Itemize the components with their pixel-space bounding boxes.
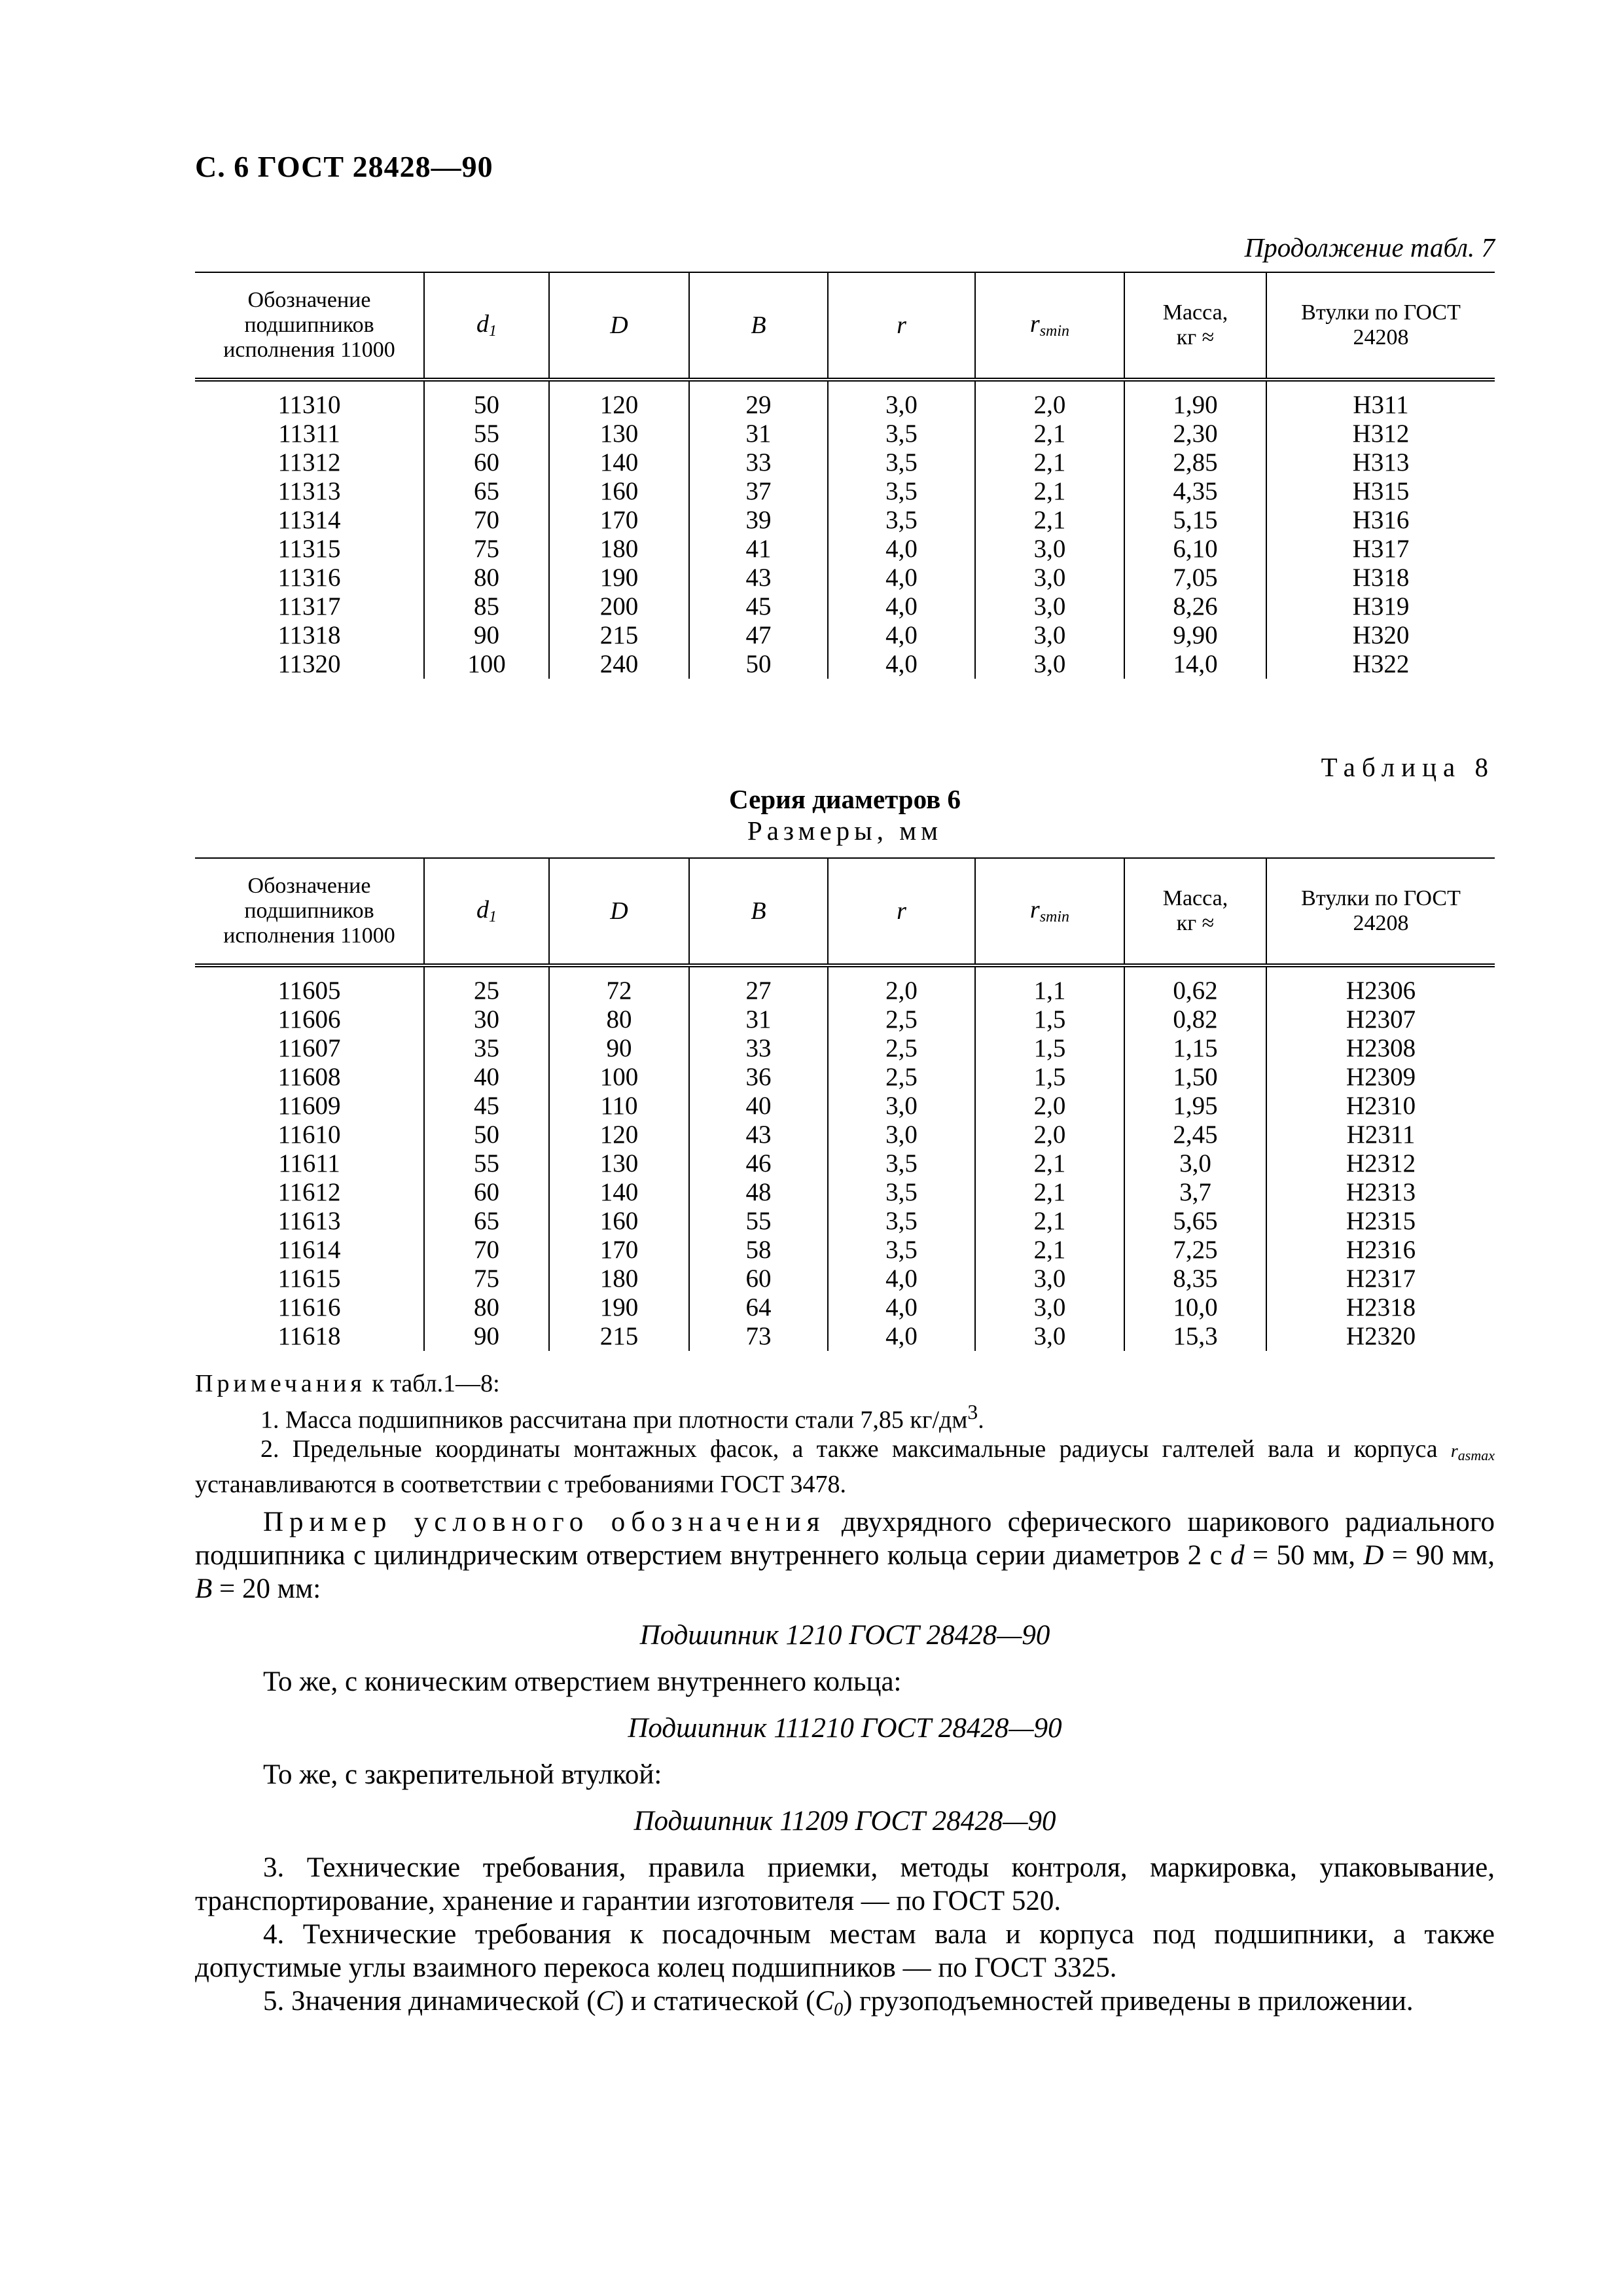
cell-d1: 100 bbox=[424, 650, 549, 679]
cell-D: 170 bbox=[549, 1236, 689, 1265]
B-symbol: B bbox=[751, 311, 766, 339]
example-paragraph bbox=[195, 1505, 1495, 1605]
col-mass bbox=[1124, 858, 1266, 965]
cell-r: 3,0 bbox=[828, 1092, 975, 1121]
cell-D: 90 bbox=[549, 1034, 689, 1063]
cell-designation: 11315 bbox=[277, 535, 341, 563]
cell-mass: 1,50 bbox=[1124, 1063, 1266, 1092]
d1-symbol: d bbox=[476, 310, 489, 338]
designation-1: Подшипник 1210 ГОСТ 28428—90 bbox=[639, 1620, 1050, 1651]
cell-D: 190 bbox=[549, 1293, 689, 1322]
d1-subscript: 1 bbox=[489, 908, 497, 926]
cell-designation: 11317 bbox=[277, 592, 341, 620]
cell-rsmin: 2,0 bbox=[975, 1092, 1124, 1121]
col-d1 bbox=[424, 858, 549, 965]
cell-B: 41 bbox=[689, 535, 828, 564]
cell-d1: 25 bbox=[424, 965, 549, 1005]
cell-rsmin: 1,5 bbox=[975, 1005, 1124, 1034]
cell-rsmin: 3,0 bbox=[975, 564, 1124, 592]
cell-r: 3,5 bbox=[828, 420, 975, 448]
cell-sleeve: H2309 bbox=[1266, 1063, 1495, 1092]
cell-sleeve: H311 bbox=[1266, 380, 1495, 420]
cell-mass: 5,65 bbox=[1124, 1207, 1266, 1236]
cell-sleeve: H2316 bbox=[1266, 1236, 1495, 1265]
cell-mass: 2,45 bbox=[1124, 1121, 1266, 1149]
mass-label: Масса, bbox=[1162, 886, 1228, 910]
table-row bbox=[195, 1293, 1495, 1322]
example-B-value: = 20 мм: bbox=[212, 1573, 321, 1604]
table-row bbox=[195, 592, 1495, 621]
cell-r: 2,5 bbox=[828, 1005, 975, 1034]
cell-sleeve: H320 bbox=[1266, 621, 1495, 650]
cell-designation: 11616 bbox=[277, 1293, 341, 1321]
col-r bbox=[828, 272, 975, 380]
cell-d1: 55 bbox=[424, 1149, 549, 1178]
cell-mass: 10,0 bbox=[1124, 1293, 1266, 1322]
table-row bbox=[195, 1236, 1495, 1265]
cell-sleeve: H2317 bbox=[1266, 1265, 1495, 1293]
note-2-subscript: asmax bbox=[1457, 1446, 1495, 1463]
cell-mass: 3,0 bbox=[1124, 1149, 1266, 1178]
table-7 bbox=[195, 272, 1495, 679]
table-header-row bbox=[195, 858, 1495, 965]
table7-body bbox=[195, 380, 1495, 679]
same-2: То же, с закрепительной втулкой: bbox=[263, 1759, 662, 1790]
cell-rsmin: 2,1 bbox=[975, 1149, 1124, 1178]
cell-D: 80 bbox=[549, 1005, 689, 1034]
cell-sleeve: H319 bbox=[1266, 592, 1495, 621]
table-row bbox=[195, 1149, 1495, 1178]
table8-series-title: Серия диаметров 6 bbox=[729, 784, 961, 814]
item-5-a: 5. Значения динамической ( bbox=[263, 1986, 596, 2017]
cell-D: 100 bbox=[549, 1063, 689, 1092]
cell-rsmin: 2,1 bbox=[975, 448, 1124, 477]
cell-D: 72 bbox=[549, 965, 689, 1005]
table-row bbox=[195, 564, 1495, 592]
item-5 bbox=[195, 1984, 1495, 2026]
example-B-symbol: B bbox=[195, 1573, 213, 1604]
cell-B: 43 bbox=[689, 1121, 828, 1149]
cell-designation: 11606 bbox=[277, 1005, 341, 1033]
cell-rsmin: 3,0 bbox=[975, 1293, 1124, 1322]
item-5-C0-subscript: 0 bbox=[834, 2000, 844, 2020]
table-header-row bbox=[195, 272, 1495, 380]
cell-sleeve: H2310 bbox=[1266, 1092, 1495, 1121]
cell-mass: 15,3 bbox=[1124, 1322, 1266, 1351]
rsmin-symbol: r bbox=[1029, 310, 1040, 338]
item-5-b: ) и статической ( bbox=[615, 1986, 815, 2017]
cell-designation: 11613 bbox=[277, 1207, 341, 1235]
cell-r: 3,5 bbox=[828, 1149, 975, 1178]
cell-rsmin: 1,5 bbox=[975, 1034, 1124, 1063]
cell-r: 3,5 bbox=[828, 477, 975, 506]
cell-mass: 3,7 bbox=[1124, 1178, 1266, 1207]
cell-B: 55 bbox=[689, 1207, 828, 1236]
cell-B: 39 bbox=[689, 506, 828, 535]
cell-designation: 11310 bbox=[277, 391, 341, 419]
cell-d1: 70 bbox=[424, 1236, 549, 1265]
col-rsmin bbox=[975, 272, 1124, 380]
cell-d1: 70 bbox=[424, 506, 549, 535]
cell-r: 3,5 bbox=[828, 1236, 975, 1265]
cell-sleeve: H322 bbox=[1266, 650, 1495, 679]
D-symbol: D bbox=[610, 311, 628, 339]
cell-designation: 11609 bbox=[277, 1092, 341, 1120]
cell-rsmin: 3,0 bbox=[975, 1322, 1124, 1351]
cell-d1: 65 bbox=[424, 1207, 549, 1236]
cell-designation: 11605 bbox=[277, 977, 341, 1005]
rsmin-symbol: r bbox=[1029, 896, 1040, 924]
mass-label: Масса, bbox=[1162, 300, 1228, 325]
cell-D: 110 bbox=[549, 1092, 689, 1121]
cell-B: 27 bbox=[689, 965, 828, 1005]
cell-designation: 11312 bbox=[277, 448, 341, 476]
cell-B: 45 bbox=[689, 592, 828, 621]
cell-sleeve: H317 bbox=[1266, 535, 1495, 564]
cell-d1: 55 bbox=[424, 420, 549, 448]
cell-D: 190 bbox=[549, 564, 689, 592]
body-text bbox=[195, 1505, 1495, 2026]
cell-mass: 9,90 bbox=[1124, 621, 1266, 650]
table-row bbox=[195, 1121, 1495, 1149]
cell-sleeve: H316 bbox=[1266, 506, 1495, 535]
cell-B: 33 bbox=[689, 448, 828, 477]
cell-D: 200 bbox=[549, 592, 689, 621]
col-D bbox=[549, 272, 689, 380]
cell-mass: 7,25 bbox=[1124, 1236, 1266, 1265]
cell-D: 215 bbox=[549, 1322, 689, 1351]
cell-d1: 90 bbox=[424, 1322, 549, 1351]
cell-designation: 11316 bbox=[277, 564, 341, 592]
cell-B: 31 bbox=[689, 420, 828, 448]
cell-d1: 60 bbox=[424, 1178, 549, 1207]
cell-B: 29 bbox=[689, 380, 828, 420]
cell-B: 36 bbox=[689, 1063, 828, 1092]
cell-mass: 14,0 bbox=[1124, 650, 1266, 679]
table-row bbox=[195, 650, 1495, 679]
cell-d1: 75 bbox=[424, 1265, 549, 1293]
cell-D: 120 bbox=[549, 380, 689, 420]
cell-B: 50 bbox=[689, 650, 828, 679]
notes-title bbox=[195, 1369, 1495, 1398]
example-D-value: = 90 мм, bbox=[1383, 1540, 1495, 1571]
table-row bbox=[195, 1034, 1495, 1063]
item-5-C0: C bbox=[815, 1986, 834, 2017]
cell-sleeve: H2318 bbox=[1266, 1293, 1495, 1322]
cell-rsmin: 2,0 bbox=[975, 380, 1124, 420]
cell-D: 180 bbox=[549, 535, 689, 564]
note-1-text: 1. Масса подшипников рассчитана при плотности стали 7,85 кг/дм bbox=[260, 1406, 968, 1434]
table-row bbox=[195, 380, 1495, 420]
cell-D: 240 bbox=[549, 650, 689, 679]
col-sleeve: Втулки по ГОСТ 24208 bbox=[1266, 858, 1495, 965]
col-B bbox=[689, 272, 828, 380]
cell-d1: 35 bbox=[424, 1034, 549, 1063]
cell-rsmin: 1,1 bbox=[975, 965, 1124, 1005]
cell-d1: 80 bbox=[424, 564, 549, 592]
cell-mass: 2,30 bbox=[1124, 420, 1266, 448]
cell-mass: 8,26 bbox=[1124, 592, 1266, 621]
cell-rsmin: 2,1 bbox=[975, 1236, 1124, 1265]
cell-designation: 11313 bbox=[277, 477, 341, 505]
cell-mass: 7,05 bbox=[1124, 564, 1266, 592]
cell-d1: 50 bbox=[424, 1121, 549, 1149]
table-row bbox=[195, 477, 1495, 506]
cell-mass: 6,10 bbox=[1124, 535, 1266, 564]
cell-sleeve: H313 bbox=[1266, 448, 1495, 477]
example-rest: двухрядного сферического шарикового радиального подшипника с цилиндрическим отверстием внутреннего кольца серии диаметров 2 с bbox=[195, 1507, 1495, 1571]
cell-rsmin: 2,1 bbox=[975, 420, 1124, 448]
notes-title-rest: к табл.1—8: bbox=[365, 1370, 500, 1397]
cell-sleeve: H2307 bbox=[1266, 1005, 1495, 1034]
cell-designation: 11311 bbox=[278, 420, 340, 448]
table8-body bbox=[195, 965, 1495, 1351]
cell-r: 4,0 bbox=[828, 621, 975, 650]
cell-r: 3,5 bbox=[828, 506, 975, 535]
cell-r: 3,5 bbox=[828, 448, 975, 477]
cell-rsmin: 2,0 bbox=[975, 1121, 1124, 1149]
cell-B: 48 bbox=[689, 1178, 828, 1207]
page-header: С. 6 ГОСТ 28428—90 bbox=[195, 150, 493, 183]
cell-d1: 30 bbox=[424, 1005, 549, 1034]
cell-d1: 85 bbox=[424, 592, 549, 621]
table-row bbox=[195, 1322, 1495, 1351]
cell-sleeve: H2320 bbox=[1266, 1322, 1495, 1351]
cell-r: 4,0 bbox=[828, 650, 975, 679]
cell-rsmin: 3,0 bbox=[975, 621, 1124, 650]
cell-rsmin: 1,5 bbox=[975, 1063, 1124, 1092]
cell-r: 4,0 bbox=[828, 1322, 975, 1351]
cell-rsmin: 2,1 bbox=[975, 506, 1124, 535]
table7-continuation-label: Продолжение табл. 7 bbox=[1244, 232, 1495, 262]
cell-D: 130 bbox=[549, 1149, 689, 1178]
cell-d1: 80 bbox=[424, 1293, 549, 1322]
example-d-value: = 50 мм, bbox=[1244, 1540, 1364, 1571]
table8-number: Таблица 8 bbox=[1321, 752, 1495, 782]
note-1 bbox=[195, 1398, 1495, 1435]
designation-2: Подшипник 111210 ГОСТ 28428—90 bbox=[628, 1713, 1062, 1744]
cell-designation: 11608 bbox=[277, 1063, 341, 1091]
cell-d1: 40 bbox=[424, 1063, 549, 1092]
cell-B: 37 bbox=[689, 477, 828, 506]
note-2-end: устанавливаются в соответствии с требованиями ГОСТ 3478. bbox=[195, 1470, 846, 1498]
cell-d1: 75 bbox=[424, 535, 549, 564]
cell-D: 120 bbox=[549, 1121, 689, 1149]
note-2-symbol: r bbox=[1450, 1441, 1458, 1462]
table-row bbox=[195, 965, 1495, 1005]
table8-unit-label: Размеры, мм bbox=[747, 816, 943, 846]
note-1-superscript: 3 bbox=[967, 1401, 978, 1424]
B-symbol: B bbox=[751, 897, 766, 925]
item-3: 3. Технические требования, правила приемки, методы контроля, маркировка, упаковывание, транспортирование, хранение и гарантии изготовителя — по ГОСТ 520. bbox=[195, 1852, 1495, 1916]
col-d1 bbox=[424, 272, 549, 380]
cell-B: 40 bbox=[689, 1092, 828, 1121]
cell-mass: 1,90 bbox=[1124, 380, 1266, 420]
cell-r: 4,0 bbox=[828, 535, 975, 564]
designation-3: Подшипник 11209 ГОСТ 28428—90 bbox=[633, 1806, 1056, 1837]
col-D bbox=[549, 858, 689, 965]
mass-unit: кг ≈ bbox=[1176, 325, 1215, 350]
mass-unit: кг ≈ bbox=[1176, 911, 1215, 935]
r-symbol: r bbox=[897, 897, 906, 925]
cell-sleeve: H2308 bbox=[1266, 1034, 1495, 1063]
table-row bbox=[195, 1207, 1495, 1236]
note-1-end: . bbox=[978, 1406, 984, 1434]
example-d-symbol: d bbox=[1230, 1540, 1245, 1571]
cell-D: 215 bbox=[549, 621, 689, 650]
note-2 bbox=[195, 1435, 1495, 1499]
cell-designation: 11318 bbox=[277, 621, 341, 649]
cell-designation: 11611 bbox=[278, 1149, 340, 1177]
cell-B: 60 bbox=[689, 1265, 828, 1293]
cell-mass: 4,35 bbox=[1124, 477, 1266, 506]
cell-D: 140 bbox=[549, 448, 689, 477]
col-sleeve: Втулки по ГОСТ 24208 bbox=[1266, 272, 1495, 380]
cell-r: 4,0 bbox=[828, 564, 975, 592]
example-D-symbol: D bbox=[1363, 1540, 1384, 1571]
cell-sleeve: H2312 bbox=[1266, 1149, 1495, 1178]
cell-rsmin: 2,1 bbox=[975, 1178, 1124, 1207]
cell-designation: 11615 bbox=[277, 1265, 341, 1293]
table-row bbox=[195, 420, 1495, 448]
cell-designation: 11320 bbox=[277, 650, 341, 678]
col-r bbox=[828, 858, 975, 965]
table-row bbox=[195, 1005, 1495, 1034]
cell-B: 73 bbox=[689, 1322, 828, 1351]
cell-d1: 45 bbox=[424, 1092, 549, 1121]
table-row bbox=[195, 448, 1495, 477]
table-row bbox=[195, 535, 1495, 564]
col-B bbox=[689, 858, 828, 965]
notes-title-spaced: Примечания bbox=[195, 1370, 366, 1397]
d1-subscript: 1 bbox=[489, 323, 497, 340]
cell-r: 2,5 bbox=[828, 1063, 975, 1092]
cell-r: 3,5 bbox=[828, 1178, 975, 1207]
cell-sleeve: H312 bbox=[1266, 420, 1495, 448]
cell-r: 4,0 bbox=[828, 592, 975, 621]
cell-rsmin: 2,1 bbox=[975, 477, 1124, 506]
cell-mass: 1,95 bbox=[1124, 1092, 1266, 1121]
item-5-c: ) грузоподъемностей приведены в приложении. bbox=[843, 1986, 1414, 2017]
cell-D: 180 bbox=[549, 1265, 689, 1293]
notes-block bbox=[195, 1369, 1495, 1499]
cell-sleeve: H315 bbox=[1266, 477, 1495, 506]
table-row bbox=[195, 1092, 1495, 1121]
cell-r: 2,5 bbox=[828, 1034, 975, 1063]
cell-designation: 11607 bbox=[277, 1034, 341, 1062]
cell-d1: 50 bbox=[424, 380, 549, 420]
cell-B: 31 bbox=[689, 1005, 828, 1034]
cell-r: 4,0 bbox=[828, 1293, 975, 1322]
cell-designation: 11610 bbox=[277, 1121, 341, 1149]
cell-D: 130 bbox=[549, 420, 689, 448]
col-designation: Обозначение подшипников исполнения 11000 bbox=[195, 272, 424, 380]
cell-designation: 11314 bbox=[277, 506, 341, 534]
cell-rsmin: 3,0 bbox=[975, 535, 1124, 564]
col-designation: Обозначение подшипников исполнения 11000 bbox=[195, 858, 424, 965]
rsmin-subscript: smin bbox=[1039, 908, 1070, 926]
cell-mass: 5,15 bbox=[1124, 506, 1266, 535]
cell-D: 160 bbox=[549, 1207, 689, 1236]
table-8 bbox=[195, 857, 1495, 1351]
col-rsmin bbox=[975, 858, 1124, 965]
cell-B: 46 bbox=[689, 1149, 828, 1178]
table-row bbox=[195, 621, 1495, 650]
example-spaced: Пример условного обозначения bbox=[263, 1507, 826, 1537]
cell-B: 43 bbox=[689, 564, 828, 592]
cell-d1: 90 bbox=[424, 621, 549, 650]
cell-D: 170 bbox=[549, 506, 689, 535]
cell-B: 33 bbox=[689, 1034, 828, 1063]
cell-B: 58 bbox=[689, 1236, 828, 1265]
cell-B: 64 bbox=[689, 1293, 828, 1322]
item-5-C: C bbox=[596, 1986, 615, 2017]
cell-D: 140 bbox=[549, 1178, 689, 1207]
cell-D: 160 bbox=[549, 477, 689, 506]
cell-r: 3,0 bbox=[828, 1121, 975, 1149]
col-mass bbox=[1124, 272, 1266, 380]
cell-rsmin: 2,1 bbox=[975, 1207, 1124, 1236]
cell-designation: 11614 bbox=[277, 1236, 341, 1264]
same-1: То же, с коническим отверстием внутреннего кольца: bbox=[263, 1666, 902, 1697]
cell-mass: 0,62 bbox=[1124, 965, 1266, 1005]
cell-sleeve: H318 bbox=[1266, 564, 1495, 592]
item-4: 4. Технические требования к посадочным местам вала и корпуса под подшипники, а также допустимые углы взаимного перекоса колец подшипников — по ГОСТ 3325. bbox=[195, 1919, 1495, 1983]
cell-sleeve: H2315 bbox=[1266, 1207, 1495, 1236]
table-row bbox=[195, 506, 1495, 535]
cell-rsmin: 3,0 bbox=[975, 1265, 1124, 1293]
cell-d1: 65 bbox=[424, 477, 549, 506]
cell-r: 3,0 bbox=[828, 380, 975, 420]
D-symbol: D bbox=[610, 897, 628, 925]
cell-r: 3,5 bbox=[828, 1207, 975, 1236]
rsmin-subscript: smin bbox=[1039, 323, 1070, 340]
table-row bbox=[195, 1265, 1495, 1293]
table-row bbox=[195, 1063, 1495, 1092]
cell-designation: 11618 bbox=[277, 1322, 341, 1350]
note-2-text: 2. Предельные координаты монтажных фасок, а также максимальные радиусы галтелей вала и корпуса bbox=[260, 1435, 1438, 1463]
cell-B: 47 bbox=[689, 621, 828, 650]
cell-d1: 60 bbox=[424, 448, 549, 477]
d1-symbol: d bbox=[476, 896, 489, 924]
cell-sleeve: H2313 bbox=[1266, 1178, 1495, 1207]
cell-rsmin: 3,0 bbox=[975, 650, 1124, 679]
cell-rsmin: 3,0 bbox=[975, 592, 1124, 621]
table-row bbox=[195, 1178, 1495, 1207]
cell-r: 4,0 bbox=[828, 1265, 975, 1293]
r-symbol: r bbox=[897, 311, 906, 339]
cell-r: 2,0 bbox=[828, 965, 975, 1005]
cell-mass: 1,15 bbox=[1124, 1034, 1266, 1063]
cell-sleeve: H2306 bbox=[1266, 965, 1495, 1005]
cell-mass: 0,82 bbox=[1124, 1005, 1266, 1034]
cell-mass: 2,85 bbox=[1124, 448, 1266, 477]
cell-mass: 8,35 bbox=[1124, 1265, 1266, 1293]
cell-sleeve: H2311 bbox=[1266, 1121, 1495, 1149]
cell-designation: 11612 bbox=[277, 1178, 341, 1206]
